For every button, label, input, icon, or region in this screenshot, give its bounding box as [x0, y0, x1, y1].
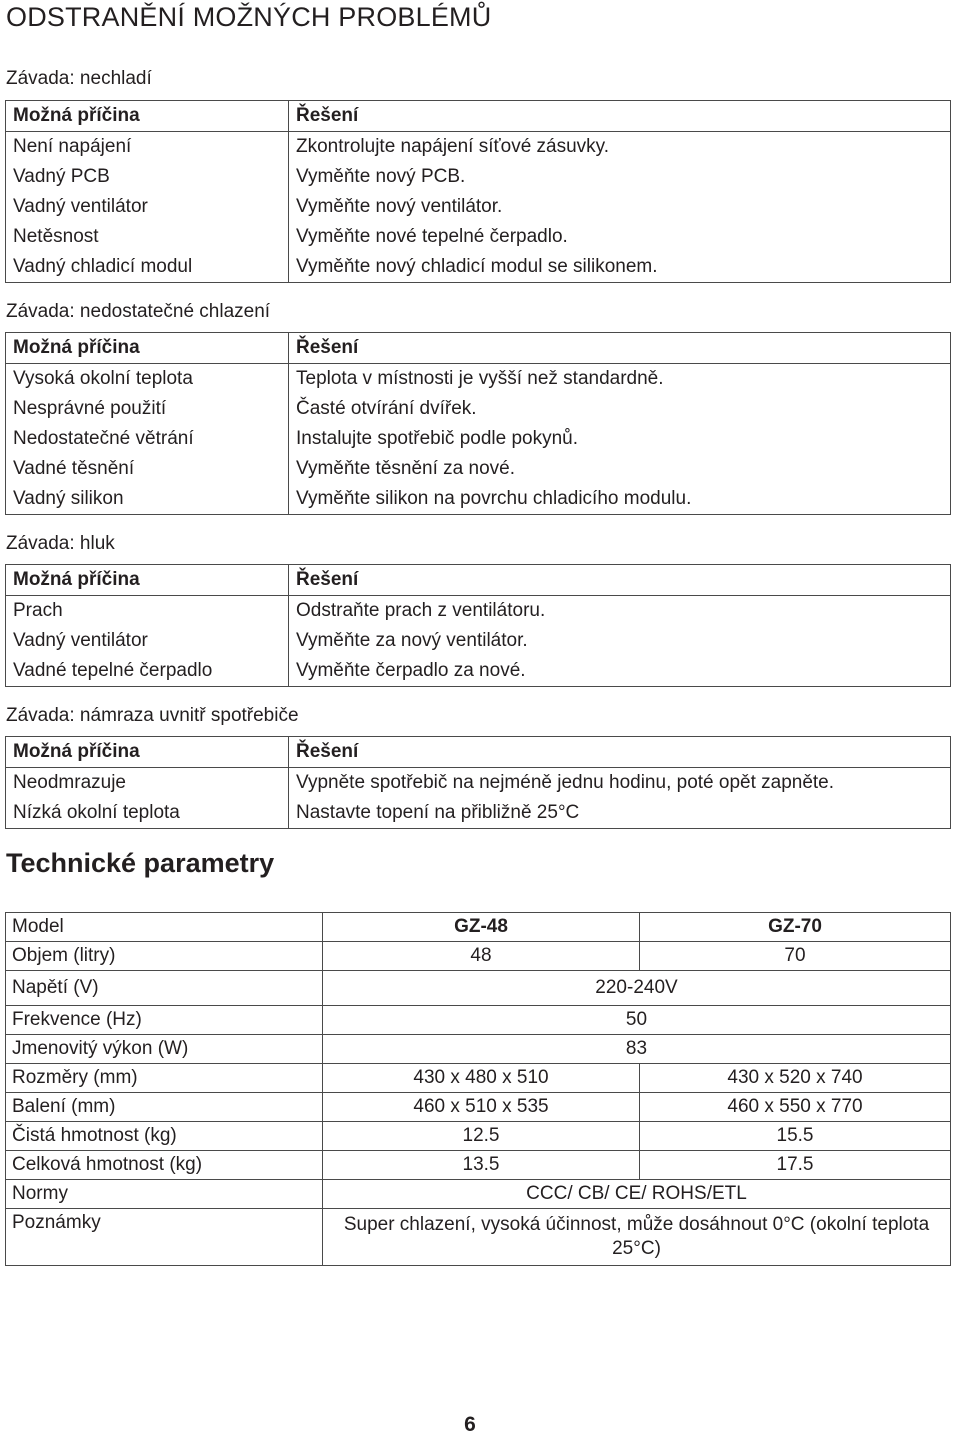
fault-table-frost [5, 736, 951, 829]
spec-label: Napětí (V) [6, 971, 323, 1006]
spec-value: 430 x 480 x 510 [323, 1064, 640, 1093]
solution-cell: Nastavte topení na přibližně 25°C [296, 802, 580, 823]
cause-cell: Není napájení [6, 132, 289, 163]
table-header-row [6, 333, 951, 364]
model-gz70: GZ-70 [640, 913, 951, 942]
fault-label-no-cooling: Závada: nechladí [6, 68, 152, 89]
table-header-row [6, 101, 951, 132]
table-row [6, 596, 951, 627]
spec-value: 220-240V [323, 971, 951, 1006]
table-row [6, 1035, 951, 1064]
specs-heading: Technické parametry [6, 848, 275, 878]
spec-value: 460 x 510 x 535 [323, 1093, 640, 1122]
table-row [6, 364, 951, 395]
solution-cell: Teplota v místnosti je vyšší než standardně. [296, 368, 664, 389]
cause-cell: Nesprávné použití [6, 394, 289, 424]
table-row [6, 1093, 951, 1122]
header-solution: Řešení [289, 101, 951, 132]
header-solution: Řešení [289, 565, 951, 596]
table-row [6, 252, 951, 283]
header-solution: Řešení [289, 737, 951, 768]
spec-value: 460 x 550 x 770 [640, 1093, 951, 1122]
solution-cell: Instalujte spotřebič podle pokynů. [296, 428, 579, 449]
header-cause: Možná příčina [6, 737, 289, 768]
spec-label: Rozměry (mm) [6, 1064, 323, 1093]
solution-cell: Vyměňte nový ventilátor. [296, 196, 503, 217]
cause-cell: Vadný ventilátor [6, 192, 289, 222]
table-row [6, 484, 951, 515]
table-row [6, 768, 951, 799]
cause-cell: Vadný silikon [6, 484, 289, 515]
table-header-row [6, 737, 951, 768]
table-row [6, 1122, 951, 1151]
table-row [6, 626, 951, 656]
table-row [6, 656, 951, 687]
table-row [6, 971, 951, 1006]
spec-value: 17.5 [640, 1151, 951, 1180]
model-gz48: GZ-48 [323, 913, 640, 942]
spec-value: 48 [323, 942, 640, 971]
spec-label: Frekvence (Hz) [6, 1006, 323, 1035]
spec-value: 70 [640, 942, 951, 971]
header-cause: Možná příčina [6, 333, 289, 364]
solution-cell: Vyměňte čerpadlo za nové. [296, 660, 526, 681]
page-number: 6 [464, 1413, 476, 1436]
table-row [6, 132, 951, 163]
table-row [6, 1209, 951, 1266]
cause-cell: Vadný PCB [6, 162, 289, 192]
header-cause: Možná příčina [6, 565, 289, 596]
table-row [6, 798, 951, 829]
spec-label: Balení (mm) [6, 1093, 323, 1122]
spec-value: 430 x 520 x 740 [640, 1064, 951, 1093]
solution-cell: Vyměňte nový chladicí modul se silikonem. [296, 256, 658, 277]
fault-table-insufficient-cooling [5, 332, 951, 515]
fault-table-no-cooling [5, 100, 951, 283]
spec-value: CCC/ CB/ CE/ ROHS/ETL [323, 1180, 951, 1209]
solution-cell: Zkontrolujte napájení síťové zásuvky. [296, 136, 610, 157]
spec-value: 83 [323, 1035, 951, 1064]
cause-cell: Vadný chladicí modul [6, 252, 289, 283]
spec-value: Super chlazení, vysoká účinnost, může dosáhnout 0°C (okolní teplota 25°C) [323, 1209, 951, 1266]
table-header-row [6, 913, 951, 942]
cause-cell: Vysoká okolní teplota [6, 364, 289, 395]
spec-label: Objem (litry) [6, 942, 323, 971]
table-row [6, 1151, 951, 1180]
solution-cell: Odstraňte prach z ventilátoru. [296, 600, 546, 621]
cause-cell: Netěsnost [6, 222, 289, 252]
cause-cell: Nedostatečné větrání [6, 424, 289, 454]
cause-cell: Vadné tepelné čerpadlo [6, 656, 289, 687]
spec-value: 12.5 [323, 1122, 640, 1151]
solution-cell: Vyměňte nové tepelné čerpadlo. [296, 226, 568, 247]
table-row [6, 222, 951, 252]
solution-cell: Vypněte spotřebič na nejméně jednu hodinu, poté opět zapněte. [296, 772, 835, 793]
spec-label: Celková hmotnost (kg) [6, 1151, 323, 1180]
spec-label: Čistá hmotnost (kg) [6, 1122, 323, 1151]
page-title: ODSTRANĚNÍ MOŽNÝCH PROBLÉMŮ [6, 2, 492, 32]
table-row [6, 1180, 951, 1209]
header-solution: Řešení [289, 333, 951, 364]
cause-cell: Prach [6, 596, 289, 627]
fault-label-insufficient-cooling: Závada: nedostatečné chlazení [6, 301, 271, 322]
spec-label: Jmenovitý výkon (W) [6, 1035, 323, 1064]
table-row [6, 454, 951, 484]
table-row [6, 1006, 951, 1035]
table-row [6, 162, 951, 192]
solution-cell: Vyměňte těsnění za nové. [296, 458, 515, 479]
solution-cell: Vyměňte nový PCB. [296, 166, 466, 187]
table-row [6, 394, 951, 424]
spec-value: 50 [323, 1006, 951, 1035]
solution-cell: Vyměňte za nový ventilátor. [296, 630, 528, 651]
table-row [6, 424, 951, 454]
fault-table-noise [5, 564, 951, 687]
spec-label: Model [6, 913, 323, 942]
solution-cell: Časté otvírání dvířek. [296, 398, 477, 419]
table-header-row [6, 565, 951, 596]
cause-cell: Vadný ventilátor [6, 626, 289, 656]
table-row [6, 192, 951, 222]
spec-value: 15.5 [640, 1122, 951, 1151]
spec-label: Poznámky [6, 1209, 323, 1266]
specs-table [5, 912, 951, 1266]
table-row [6, 942, 951, 971]
cause-cell: Neodmrazuje [6, 768, 289, 799]
table-row [6, 1064, 951, 1093]
cause-cell: Vadné těsnění [6, 454, 289, 484]
solution-cell: Vyměňte silikon na povrchu chladicího modulu. [296, 488, 692, 509]
header-cause: Možná příčina [6, 101, 289, 132]
cause-cell: Nízká okolní teplota [6, 798, 289, 829]
spec-label: Normy [6, 1180, 323, 1209]
fault-label-noise: Závada: hluk [6, 533, 115, 554]
spec-value: 13.5 [323, 1151, 640, 1180]
fault-label-frost: Závada: námraza uvnitř spotřebiče [6, 705, 299, 726]
